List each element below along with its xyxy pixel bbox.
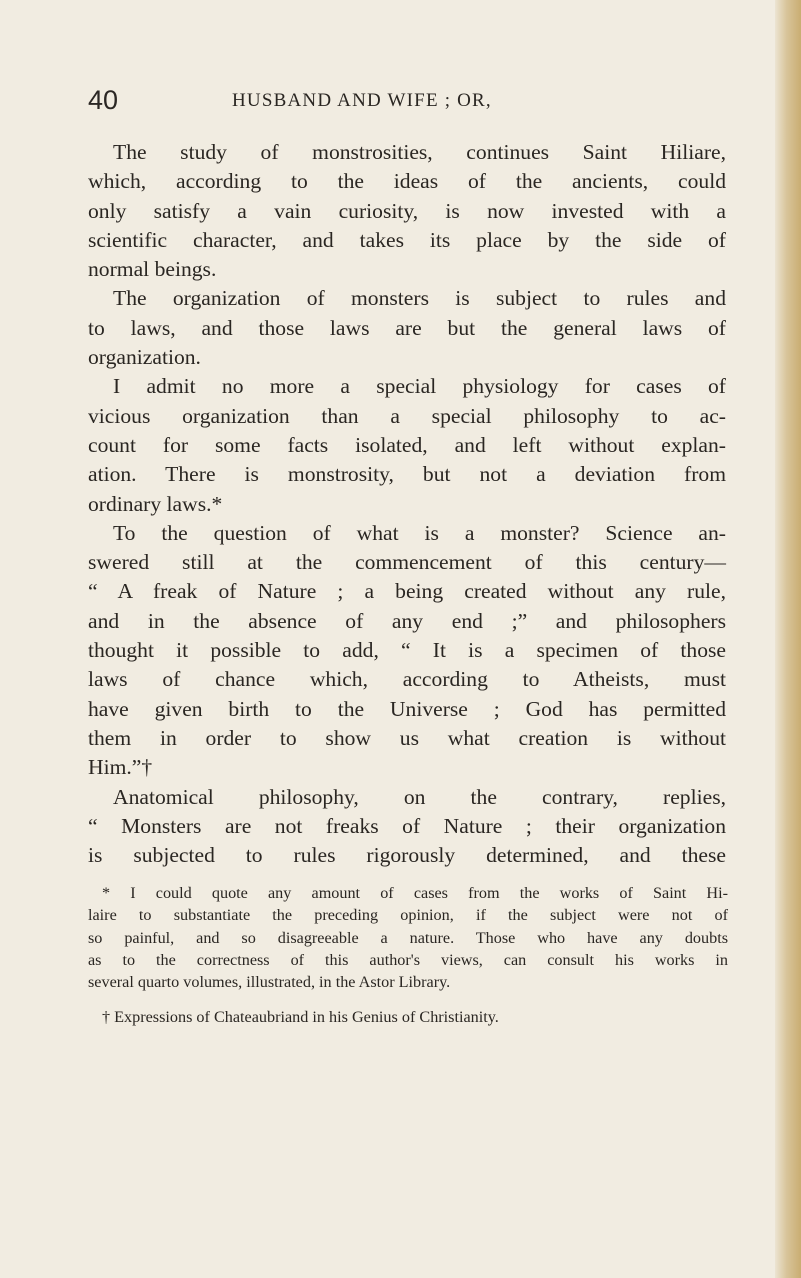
paragraph <box>88 783 726 871</box>
text-line: and in the absence of any end ;” and philosophers <box>88 608 726 633</box>
page-edge <box>775 0 801 1278</box>
paragraph <box>88 372 726 518</box>
paragraph <box>88 284 726 372</box>
page-number: 40 <box>88 85 119 115</box>
text-line: only satisfy a vain curiosity, is now invested with a <box>88 198 726 223</box>
text-line: swered still at the commencement of this century— <box>88 550 726 575</box>
text-line: laws of chance which, according to Atheists, must <box>88 667 726 692</box>
footnote-asterisk <box>88 882 728 993</box>
footnote-line: * I could quote any amount of cases from the works of Saint Hi- <box>102 884 728 902</box>
text-line: organization. <box>88 345 201 370</box>
footnote-line: † Expressions of Chateaubriand in his Genius of Christianity. <box>102 1008 499 1027</box>
text-line: “ Monsters are not freaks of Nature ; their organization <box>88 813 726 838</box>
text-line: Him.”† <box>88 755 153 780</box>
text-line: The organization of monsters is subject to rules and <box>113 286 726 311</box>
text-line: have given birth to the Universe ; God has permitted <box>88 696 726 721</box>
text-line: I admit no more a special physiology for cases of <box>113 374 726 399</box>
text-line: normal beings. <box>88 257 217 282</box>
running-head: HUSBAND AND WIFE ; OR, <box>232 90 492 111</box>
text-line: The study of monstrosities, continues Saint Hiliare, <box>113 140 726 164</box>
paragraph <box>88 519 726 783</box>
text-line: ordinary laws.* <box>88 491 223 516</box>
text-line: Anatomical philosophy, on the contrary, replies, <box>113 784 726 809</box>
footnotes <box>88 882 728 1029</box>
footnote-line: as to the correctness of this author's views, can consult his works in <box>88 950 728 969</box>
text-line: which, according to the ideas of the ancients, could <box>88 169 726 194</box>
text-line: count for some facts isolated, and left without explan- <box>88 432 726 457</box>
page-header <box>88 82 728 122</box>
text-line: vicious organization than a special philosophy to ac- <box>88 403 726 428</box>
text-line: to laws, and those laws are but the general laws of <box>88 315 726 340</box>
footnote-line: so painful, and so disagreeable a nature. Those who have any doubts <box>88 928 728 947</box>
text-line: To the question of what is a monster? Science an- <box>113 520 726 545</box>
text-line: “ A freak of Nature ; a being created without any rule, <box>88 579 726 604</box>
footnote-dagger <box>88 1006 728 1028</box>
text-line: scientific character, and takes its place by the side of <box>88 227 726 252</box>
body-text <box>88 138 726 870</box>
text-line: them in order to show us what creation is without <box>88 725 726 750</box>
text-line: is subjected to rules rigorously determined, and these <box>88 843 726 868</box>
paragraph <box>88 138 726 284</box>
footnote-line: several quarto volumes, illustrated, in the Astor Library. <box>88 973 451 992</box>
footnote-line: laire to substantiate the preceding opinion, if the subject were not of <box>88 906 728 925</box>
text-line: thought it possible to add, “ It is a specimen of those <box>88 638 726 663</box>
text-line: ation. There is monstrosity, but not a deviation from <box>88 462 726 487</box>
